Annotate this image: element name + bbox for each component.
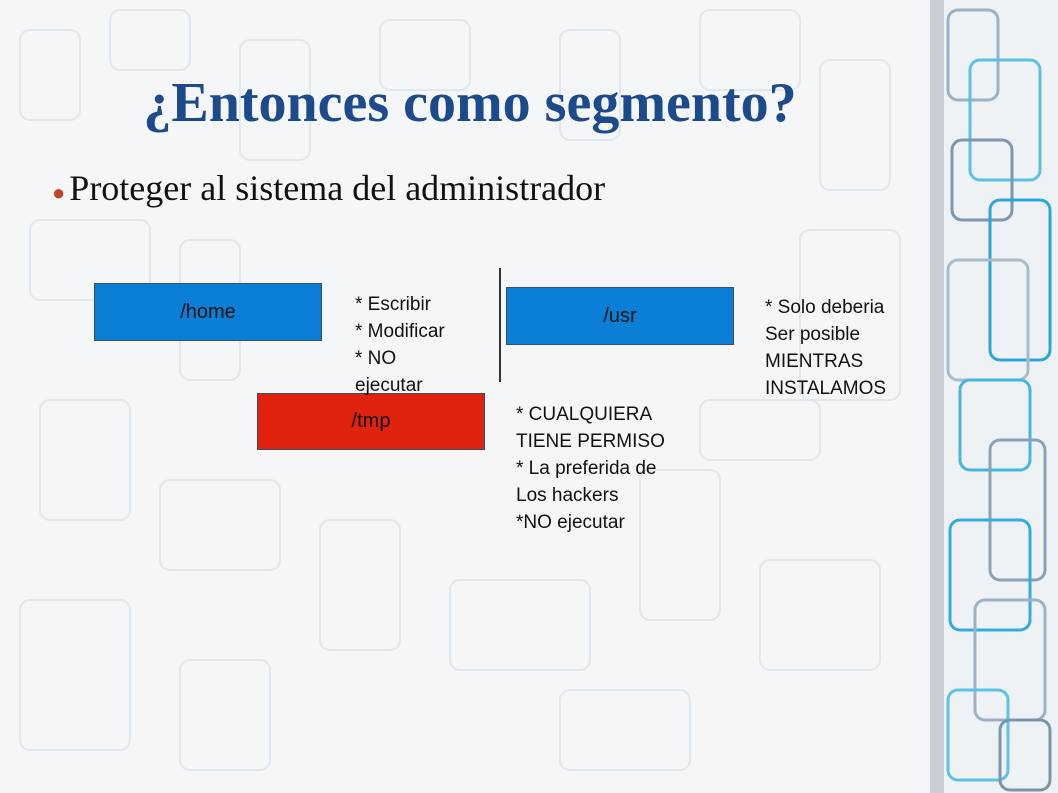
home-note-line: * Modificar — [355, 321, 445, 342]
bullet-item — [52, 166, 605, 215]
bullet-dot-icon: ● — [52, 180, 66, 205]
divider-line — [499, 268, 501, 382]
home-note-line: * Escribir — [355, 294, 432, 315]
tmp-box — [257, 393, 485, 450]
bullet-text: Proteger al sistema del administrador — [69, 168, 606, 208]
usr-note-line: INSTALAMOS — [765, 378, 887, 399]
home-note-line: * NO — [355, 348, 397, 369]
side-panel-pattern — [930, 0, 1058, 793]
usr-note-line: * Solo deberia — [765, 297, 885, 318]
usr-box — [506, 287, 734, 345]
tmp-note — [516, 401, 665, 536]
home-note-line: ejecutar — [355, 375, 423, 395]
tmp-box-label: /tmp — [351, 410, 391, 432]
home-note — [355, 291, 445, 395]
tmp-note-line: * La preferida de — [516, 458, 657, 479]
slide-title: ¿Entonces como segmento? — [143, 72, 797, 134]
tmp-note-line: Los hackers — [516, 485, 619, 506]
usr-note-line: MIENTRAS — [765, 351, 864, 372]
usr-box-label: /usr — [603, 304, 637, 327]
tmp-note-line: TIENE PERMISO — [516, 431, 665, 452]
tmp-note-line: * CUALQUIERA — [516, 404, 653, 425]
usr-note — [765, 294, 886, 402]
tmp-note-line: *NO ejecutar — [516, 512, 625, 533]
home-box — [94, 283, 322, 341]
home-box-label: /home — [180, 300, 236, 323]
usr-note-line: Ser posible — [765, 324, 861, 345]
